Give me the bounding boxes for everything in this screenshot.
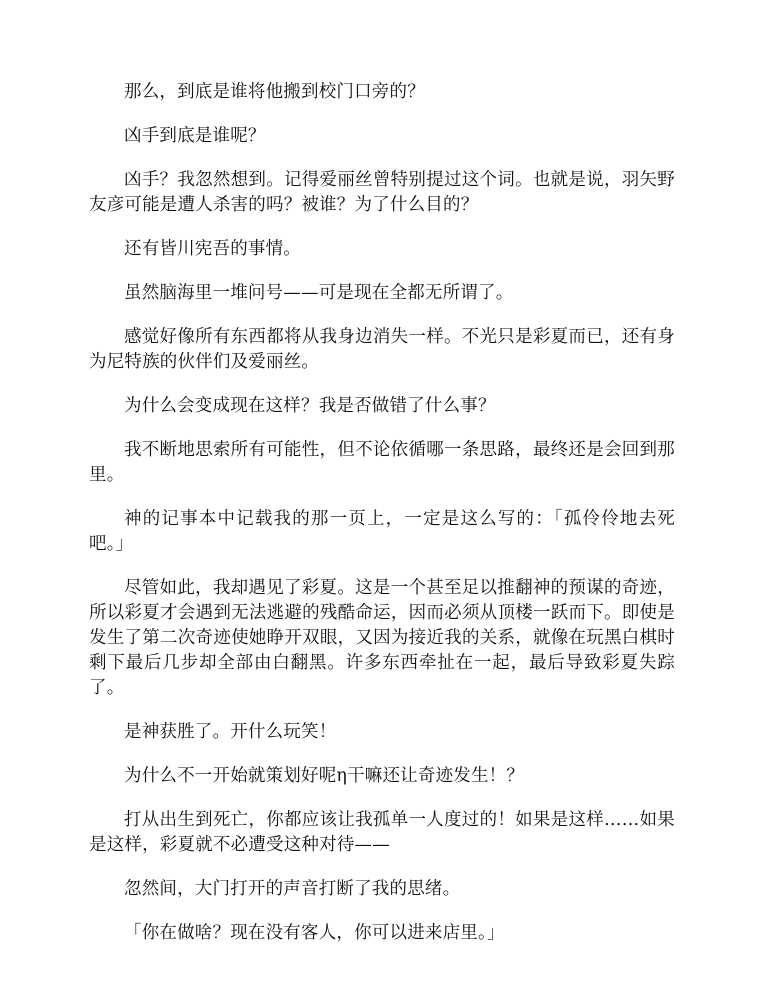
paragraph: 尽管如此，我却遇见了彩夏。这是一个甚至足以推翻神的预谋的奇迹，所以彩夏才会遇到无法逃避的残酷命运，因而必须从顶楼一跃而下。即使是发生了第二次奇迹使她睁开双眼，又因为接近我的关系，就像在玩黑白棋时剩下最后几步却全部由白翻黑。许多东西牵扯在一起，最后导致彩夏失踪了。 <box>89 578 675 698</box>
body-text <box>89 80 675 965</box>
paragraph: 「你在做啥？现在没有客人，你可以进来店里。」 <box>124 923 505 943</box>
paragraph: 忽然间，大门打开的声音打断了我的思绪。 <box>124 879 461 899</box>
paragraph: 为什么不一开始就策划好呢η干嘛还让奇迹发生！？ <box>124 766 525 786</box>
paragraph: 打从出生到死亡，你都应该让我孤单一人度过的！如果是这样……如果是这样，彩夏就不必遭受这种对待—— <box>89 810 675 855</box>
paragraph: 是神获胜了。开什么玩笑！ <box>124 722 337 742</box>
paragraph: 我不断地思索所有可能性，但不论依循哪一条思路，最终还是会回到那里。 <box>89 440 675 485</box>
paragraph: 凶手到底是谁呢？ <box>124 126 266 146</box>
paragraph: 神的记事本中记载我的那一页上，一定是这么写的：「孤伶伶地去死吧。」 <box>89 509 675 554</box>
paragraph: 凶手？我忽然想到。记得爱丽丝曾特别提过这个词。也就是说，羽矢野友彦可能是遭人杀害的吗？被谁？为了什么目的？ <box>89 170 675 215</box>
paragraph: 感觉好像所有东西都将从我身边消失一样。不光只是彩夏而已，还有身为尼特族的伙伴们及爱丽丝。 <box>89 327 675 372</box>
paragraph: 还有皆川宪吾的事情。 <box>124 239 301 259</box>
paragraph: 为什么会变成现在这样？我是否做错了什么事？ <box>124 396 496 416</box>
paragraph: 那么，到底是谁将他搬到校门口旁的？ <box>124 82 425 102</box>
paragraph: 虽然脑海里一堆问号——可是现在全都无所谓了。 <box>124 283 514 303</box>
